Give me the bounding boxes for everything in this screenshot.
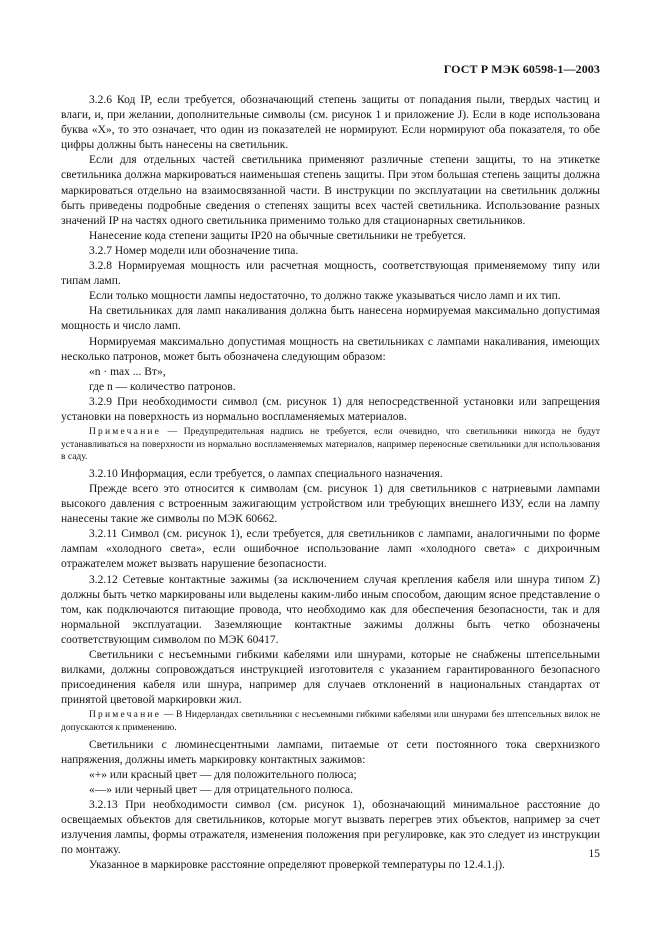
paragraph: 3.2.8 Нормируемая мощность или расчетная мощность, соответствующая применяемому типу или типам ламп. bbox=[61, 260, 600, 288]
note-text: — В Нидерландах светильники с несъемными гибкими кабелями или шнурами без штепсельных вилок не допускаются к применению. bbox=[61, 710, 600, 733]
list-item: «+» или красный цвет — для положительного полюса; bbox=[89, 768, 357, 781]
paragraph: где n — количество патронов. bbox=[89, 380, 236, 393]
paragraph: Нормируемая максимально допустимая мощность на светильниках с лампами накаливания, имеющих несколько патронов, может быть обозначена следующим образом: bbox=[61, 335, 600, 363]
paragraph: 3.2.13 При необходимости символ (см. рисунок 1), обозначающий минимальное расстояние до освещаемых объектов для светильников, которые могут вызвать перегрев этих объектов, например за счет излучения лампы, формы отражателя, изменения положения при регулировке, как это следует из инструкции по монтажу. bbox=[61, 798, 600, 857]
document-header: ГОСТ Р МЭК 60598-1—2003 bbox=[443, 62, 600, 76]
note-label: Примечание bbox=[89, 427, 162, 438]
paragraph: 3.2.6 Код IP, если требуется, обозначающий степень защиты от попадания пыли, твердых частиц и влаги, и, при желании, дополнительные символы (см. рисунок 1 и приложение J). Если в коде использована буква «X», то это означает, что один из показателей не нормируют. Если нормируют оба показателя, то обе цифры должны быть нанесены на светильник. bbox=[61, 94, 600, 152]
paragraph: Указанное в маркировке расстояние определяют проверкой температуры по 12.4.1.j). bbox=[89, 859, 505, 872]
note bbox=[61, 426, 600, 464]
paragraph: 3.2.12 Сетевые контактные зажимы (за исключением случая крепления кабеля или шнура типом Z) должны быть четко маркированы или выделены каким-либо иным способом, дающим ясное представление о том, как подключаются питающие провода, что необходимо как для обеспечения безопасности, так и для нормальной эксплуатации. Заземляющие контактные зажимы должны быть четко обозначены соответствующим символом по МЭК 60417. bbox=[61, 573, 600, 646]
formula-line: «n · max ... Вт», bbox=[89, 365, 166, 378]
note bbox=[61, 709, 600, 734]
paragraph: Светильники с несъемными гибкими кабелями или шнурами, которые не снабжены штепсельными вилками, должны сопровождаться инструкцией изготовителя с указанием гарантированного безопасного присоединения кабеля или шнура, например для случаев отклонений в национальных стандартах от принятой цветовой маркировки жил. bbox=[61, 648, 600, 707]
paragraph: Если только мощности лампы недостаточно, то должно также указываться число ламп и их тип. bbox=[89, 290, 561, 303]
paragraph: Нанесение кода степени защиты IP20 на обычные светильники не требуется. bbox=[89, 229, 466, 242]
paragraph: 3.2.10 Информация, если требуется, о лампах специального назначения. bbox=[89, 467, 443, 480]
list-item: «—» или черный цвет — для отрицательного полюса. bbox=[89, 783, 354, 796]
paragraph: Если для отдельных частей светильника применяют различные степени защиты, то на этикетке светильника должна маркироваться наименьшая степень защиты. При этом большая степень защиты должна маркироваться отдельно на взаимосвязанной части. В инструкции по эксплуатации на светильник должны быть приведены подробные сведения о степенях защиты всех частей светильника. Использование разных значений IP на частях одного светильника применимо только для стационарных светильников. bbox=[61, 154, 600, 227]
document-body bbox=[61, 93, 600, 873]
page-number: 15 bbox=[588, 848, 600, 860]
note-label: Примечание bbox=[89, 710, 162, 721]
paragraph: 3.2.7 Номер модели или обозначение типа. bbox=[89, 244, 299, 257]
note-text: — Предупредительная надпись не требуется, если очевидно, что светильники никогда не будут устанавливаться на поверхности из нормально воспламеняемых материалов, например переносные светильники для использования в саду. bbox=[61, 427, 600, 463]
paragraph: Светильники с люминесцентными лампами, питаемые от сети постоянного тока сверхнизкого напряжения, должны иметь маркировку контактных зажимов: bbox=[61, 738, 600, 766]
paragraph: 3.2.9 При необходимости символ (см. рисунок 1) для непосредственной установки или запрещения установки на поверхность из нормально воспламеняемых материалов. bbox=[61, 395, 600, 423]
paragraph: На светильниках для ламп накаливания должна быть нанесена нормируемая максимально допустимая мощность и число ламп. bbox=[61, 305, 600, 333]
paragraph: 3.2.11 Символ (см. рисунок 1), если требуется, для светильников с лампами, аналогичными по форме лампам «холодного света», если ошибочное использование ламп «холодного света» с дихроичным отражателем может вызвать нарушение безопасности. bbox=[61, 528, 600, 571]
paragraph: Прежде всего это относится к символам (см. рисунок 1) для светильников с натриевыми лампами высокого давления с встроенным зажигающим устройством или требующих внешнего ИЗУ, если на лампу нанесены такие же символы по МЭК 60662. bbox=[61, 482, 600, 526]
